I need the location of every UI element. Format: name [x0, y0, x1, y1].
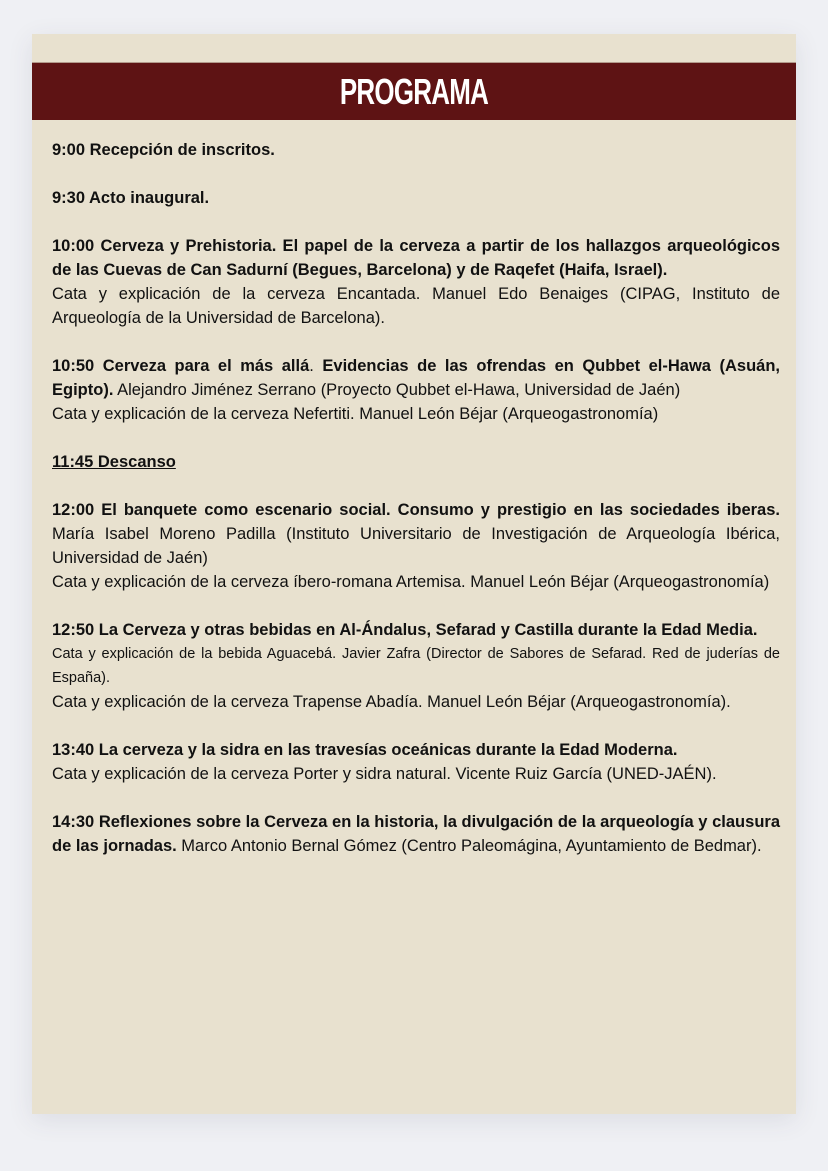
program-item-1050 — [52, 354, 780, 426]
program-item-1250 — [52, 618, 780, 714]
program-item-1430 — [52, 810, 780, 858]
item-speaker: Alejandro Jiménez Serrano (Proyecto Qubbet el-Hawa, Universidad de Jaén) — [113, 381, 681, 399]
item-detail: Cata y explicación de la bebida Aguacebá. Javier Zafra (Director de Sabores de Sefarad. Red de juderías de España). — [52, 646, 780, 686]
program-item-1340 — [52, 738, 780, 786]
item-detail: Cata y explicación de la cerveza íbero-romana Artemisa. Manuel León Béjar (Arqueogastronomía) — [52, 573, 770, 591]
item-title-separator: . — [309, 357, 323, 375]
item-title-break: 11:45 Descanso — [52, 453, 176, 471]
program-item-1000 — [52, 234, 780, 330]
program-item-0930 — [52, 186, 780, 210]
item-title: 12:00 El banquete como escenario social. Consumo y prestigio en las sociedades iberas. — [52, 501, 780, 519]
item-title: 9:30 Acto inaugural. — [52, 189, 210, 207]
page-title: PROGRAMA — [339, 70, 489, 112]
program-page — [32, 34, 796, 1114]
item-title: 10:00 Cerveza y Prehistoria. El papel de la cerveza a partir de los hallazgos arqueológicos de las Cuevas de Can Sadurní (Begues, Barcelona) y de Raqefet (Haifa, Israel). — [52, 237, 780, 279]
item-title-part2: Evidencias de las ofrendas en Qubbet el-Hawa (Asuán, Egipto). — [52, 357, 781, 399]
item-title: 14:30 Reflexiones sobre la Cerveza en la historia, la divulgación de la arqueología y clausura de las jornadas. — [52, 813, 780, 855]
item-title-part1: 10:50 Cerveza para el más allá — [52, 357, 310, 375]
item-speaker: Marco Antonio Bernal Gómez (Centro Paleomágina, Ayuntamiento de Bedmar). — [176, 837, 762, 855]
item-detail: Cata y explicación de la cerveza Encantada. Manuel Edo Benaiges (CIPAG, Instituto de Arqueología de la Universidad de Barcelona). — [52, 285, 780, 327]
item-detail: Cata y explicación de la cerveza Nefertiti. Manuel León Béjar (Arqueogastronomía) — [52, 405, 659, 423]
item-title: 13:40 La cerveza y la sidra en las travesías oceánicas durante la Edad Moderna. — [52, 741, 678, 759]
item-title: 9:00 Recepción de inscritos. — [52, 141, 275, 159]
program-item-0900 — [52, 138, 780, 162]
program-list — [52, 138, 780, 882]
program-item-1145 — [52, 450, 780, 474]
program-header — [32, 62, 796, 120]
program-item-1200 — [52, 498, 780, 594]
item-detail: Cata y explicación de la cerveza Porter y sidra natural. Vicente Ruiz García (UNED-JAÉN). — [52, 765, 717, 783]
item-title: 12:50 La Cerveza y otras bebidas en Al-Ándalus, Sefarad y Castilla durante la Edad Media. — [52, 621, 758, 639]
item-detail: Cata y explicación de la cerveza Trapense Abadía. Manuel León Béjar (Arqueogastronomía). — [52, 693, 731, 711]
item-speaker: María Isabel Moreno Padilla (Instituto Universitario de Investigación de Arqueología Ibérica, Universidad de Jaén) — [52, 525, 780, 567]
